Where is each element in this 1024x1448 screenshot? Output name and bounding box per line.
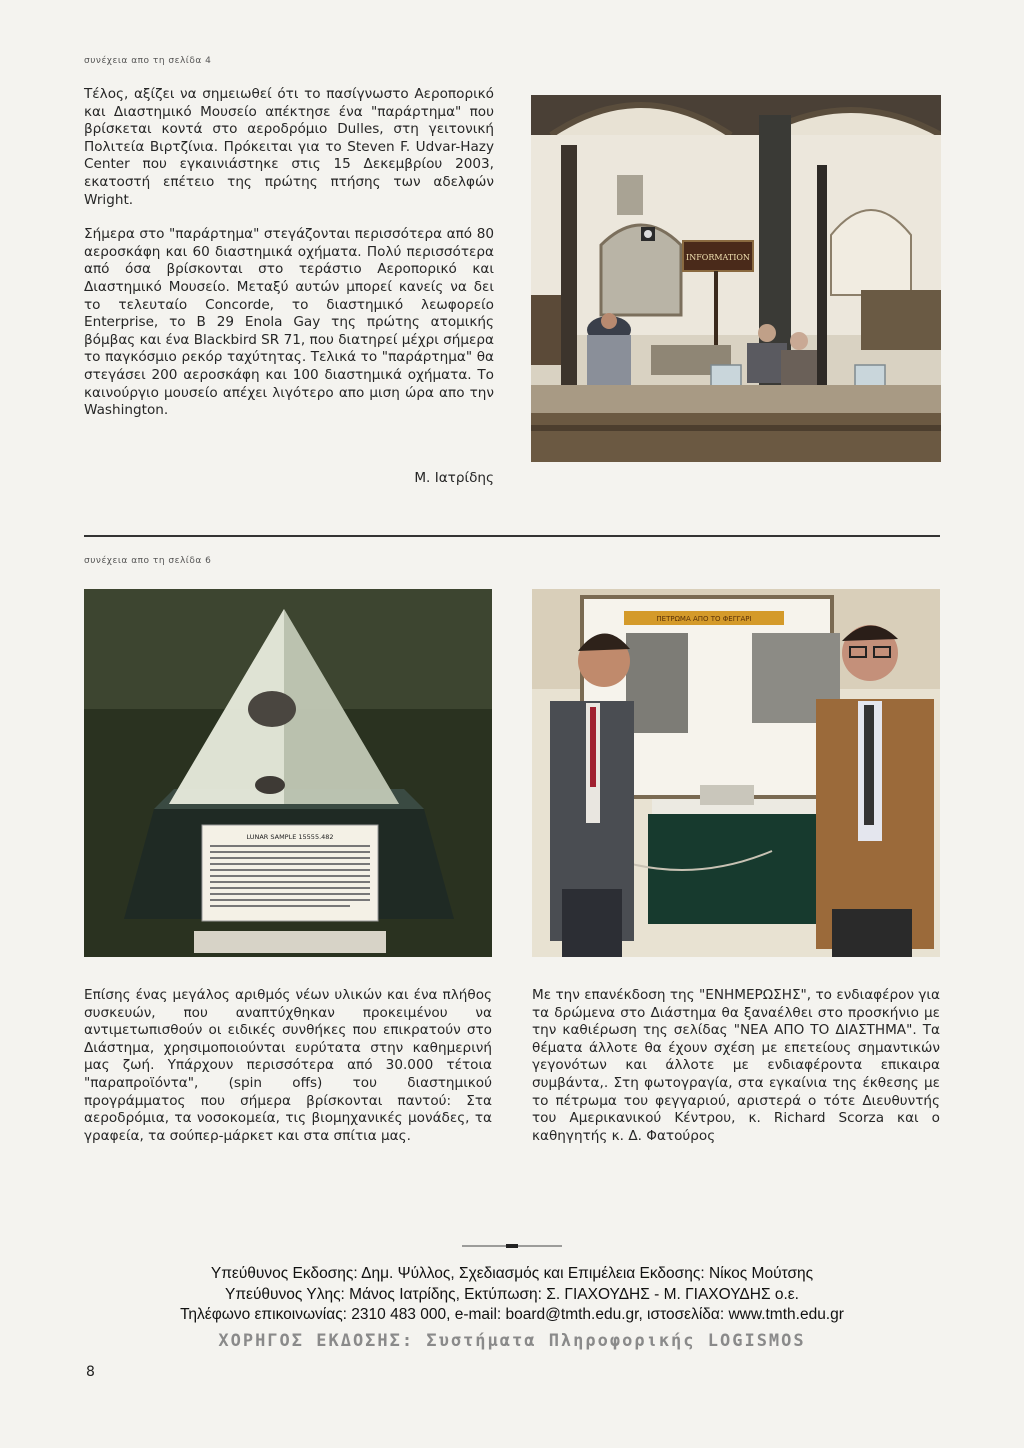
credits-line-1: Υπεύθυνος Εκδοσης: Δημ. Ψύλλος, Σχεδιασμός και Επιμέλεια Εκδοσης: Νίκος Μούτσης [210,1265,814,1282]
moon-rock-graphic [84,589,492,957]
museum-photo-graphic [531,95,941,462]
museum-interior-photo [531,95,941,462]
author-signature: Μ. Ιατρίδης [414,470,494,486]
exhibit-opening-graphic [532,589,940,957]
ornament-divider [462,1233,562,1237]
bottom-right-text: Με την επανέκδοση της "ΕΝΗΜΕΡΩΣΗΣ", το ενδιαφέρον για τα δρώμενα στο Διάστημα θα ξαναέλθει στο προσκήνιο με την καθιέρωση της σελίδας "ΝΕΑ ΑΠΟ ΤΟ ΔΙΑΣΤΗΜΑ". Τα θέματα άλλοτε θα έχουν σχέση με επετείους σημαντικών γεγονότων και άλλοτε με ενδιαφέροντα επικαιρα συμβάντα,. Στη φωτογραγία, στα εγκαίνια της έκθεσης με το πέτρωμα του φεγγαριού, αριστερά ο τότε Διευθυντής του Αμερικανικού Κέντρου, κ. Richard Scorza και ο καθηγητής κ. Δ. Φατούρος [532,987,940,1144]
credits-line-3: Τηλέφωνο επικοινωνίας: 2310 483 000, e-mail: board@tmth.edu.gr, ιστοσελίδα: www.tmth.edu.gr [180,1306,844,1323]
page-number: 8 [86,1364,95,1380]
bottom-left-text: Επίσης ένας μεγάλος αριθμός νέων υλικών και ένα πλήθος συσκευών, που αναπτύχθηκαν προκειμένου να αντιμετωπισθούν οι ειδικές συνθήκες που επικρατούν στο Διάστημα, χρησιμοποιούνται ευρύτατα στην καθημερινή μας ζωή. Υπάρχουν περισσότερα από 30.000 τέτοια "παραπροϊόντα", (spin offs) του διαστημικού προγράμματος που σήμερα βρίσκονται παντού: Στα αεροδρόμια, τα νοσοκομεία, τις βιομηχανικές μονάδες, τα γραφεία, τα σούπερ-μάρκετ και στα σπίτια μας. [84,987,492,1144]
credits-line-2: Υπεύθυνος Υλης: Μάνος Ιατρίδης, Εκτύπωση: Σ. ΓΙΑΧΟΥΔΗΣ - Μ. ΓΙΑΧΟΥΔΗΣ ο.ε. [225,1285,799,1303]
top-paragraph-1: Τέλος, αξίζει να σημειωθεί ότι το πασίγνωστο Αεροπορικό και Διαστημικό Μουσείο απέκτησε ένα "παράρτημα" που βρίσκεται κοντά στο αεροδρόμιο Dulles, στη γειτονική Πολιτεία Βιρτζίνια. Πρόκειται για το Steven F. Udvar-Hazy Center που εγκαινιάστηκε στις 15 Δεκεμβρίου 2003, εκατοστή επέτειο της πρώτης πτήσης των αδελφών Wright. [84,86,494,208]
section-divider [84,535,940,537]
top-article-text [84,86,494,437]
exhibit-opening-photo [532,589,940,957]
moon-rock-photo [84,589,492,957]
continued-label-top: συνέχεια απο τη σελίδα 4 [84,56,212,66]
top-paragraph-2: Σήμερα στο "παράρτημα" στεγάζονται περισσότερα από 80 αεροσκάφη και 60 διαστημικά οχήματα. Πολύ περισσότερα από όσα βρίσκονται στο τεράστιο Αεροπορικό και Διαστημικό Μουσείο. Μεταξύ αυτών μπορεί κανείς να δει το τελευταίο Concorde, το διαστημικό λεωφορείο Enterprise, το B 29 Enola Gay της πρώτης ατομικής βόμβας και ένα Blackbird SR 71, που διατηρεί μέχρι σήμερα το παγκόσμιο ρεκόρ ταχύτητας. Τελικά το "παράρτημα" θα στεγάσει 200 αεροσκάφη και 100 διαστημικά οχήματα. Το καινούργιο μουσείο απέχει λιγότερο απο μιση ώρα απο την Washington. [84,226,494,419]
information-sign-text: INFORMATION [686,253,750,262]
exhibit-banner: ΠΕΤΡΩΜΑ ΑΠΟ ΤΟ ΦΕΓΓΑΡΙ [656,615,752,623]
sponsor-line: ΧΟΡΗΓΟΣ ΕΚΔΟΣΗΣ: Συστήματα Πληροφορικής LOGISMOS [218,1331,806,1351]
continued-label-bottom: συνέχεια απο τη σελίδα 6 [84,556,212,566]
plaque-title: LUNAR SAMPLE 15555.482 [246,833,334,841]
ornament-graphic [462,1244,562,1248]
credits-block [80,1264,944,1326]
